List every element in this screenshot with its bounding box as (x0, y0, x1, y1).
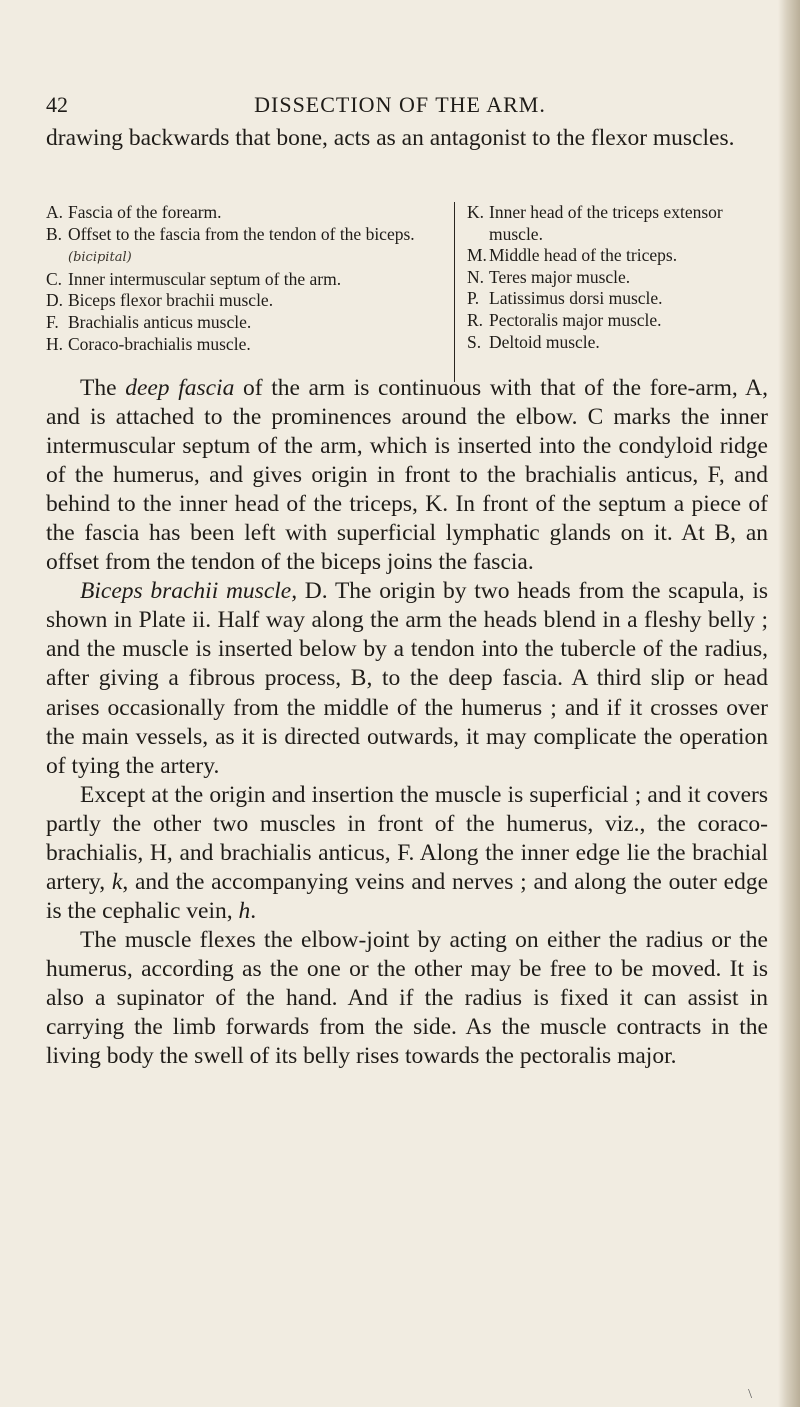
legend-text: Inner intermuscular septum of the arm. (68, 268, 342, 289)
legend-divider (454, 202, 455, 382)
corner-mark: \ (748, 1387, 752, 1402)
legend-key: A. (46, 202, 64, 222)
legend-key: R. (467, 309, 484, 330)
paragraph-text: . (250, 897, 257, 924)
legend-text: Inner head of the triceps extensor muscle. (489, 202, 723, 244)
paragraph-biceps (46, 577, 768, 780)
legend-key: P. (467, 288, 480, 309)
legend-item (46, 224, 431, 269)
italic-term: Biceps brachii muscle, (80, 578, 298, 605)
paragraph-text: , and the accompanying veins and nerves ; and along the outer edge is the cephalic vein, (46, 868, 769, 924)
legend-text: Teres major muscle. (489, 266, 631, 287)
handwritten-annotation: (bicipital) (68, 250, 132, 266)
page-header (0, 92, 800, 122)
legend-text: Offset to the fascia from the tendon of the biceps. (68, 223, 415, 244)
legend-item (467, 332, 777, 354)
legend-key: F. (46, 311, 59, 332)
running-title: DISSECTION OF THE ARM. (254, 92, 546, 117)
italic-letter: h (238, 897, 251, 924)
italic-letter: k (111, 868, 123, 895)
paragraph-text: Except at the origin and insertion the muscle is superficial ; and it covers partly the other two muscles in front of the humerus, viz., the coraco-brachialis, H, and brachialis anticus, F. Along the inner edge lie the brachial artery, (46, 781, 768, 895)
legend-text: Latissimus dorsi muscle. (489, 288, 663, 309)
body-text (46, 374, 768, 1071)
legend-key: H. (46, 333, 64, 354)
page-number: 42 (46, 92, 68, 117)
legend-key: B. (46, 223, 63, 244)
legend-text: Fascia of the forearm. (68, 202, 222, 222)
legend-item (467, 310, 777, 332)
legend-text: Pectoralis major muscle. (489, 309, 662, 330)
paragraph-text: of the arm is continuous with that of the fore-arm, A, and is attached to the prominences around the elbow. C marks the inner intermuscular septum of the arm, which is inserted into the condyloid ridge of the humerus, and gives origin in front to the brachialis anticus, F, and behind to the inner head of the triceps, K. In front of the septum a piece of the fascia has been left with superficial lymphatic glands on it. At B, an offset from the tendon of the biceps joins the fascia. (46, 375, 768, 576)
legend-item (467, 245, 777, 267)
legend-key: D. (46, 290, 64, 311)
legend-item (46, 312, 431, 334)
legend-text: Coraco-brachialis muscle. (68, 333, 251, 354)
paragraph-text: D. The origin by two heads from the scapula, is shown in Plate ii. Half way along the arm the heads blend in a fleshy belly ; and the muscle is inserted below by a tendon into the tubercle of the radius, after giving a fibrous process, B, to the deep fascia. A third slip or head arises occasionally from the middle of the humerus ; and if it crosses over the main vessels, as it is directed outwards, it may complicate the operation of tying the artery. (46, 578, 768, 779)
legend-item (467, 288, 777, 310)
paragraph-action (46, 926, 768, 1071)
legend-item (46, 290, 431, 312)
legend-key: N. (467, 266, 485, 287)
paragraph-lead: The (80, 375, 126, 401)
intro-text: drawing backwards that bone, acts as an antagonist to the flexor muscles. (46, 125, 735, 151)
figure-legend-left (46, 202, 431, 355)
legend-item (467, 202, 777, 245)
legend-key: C. (46, 268, 63, 289)
legend-key: K. (467, 202, 485, 222)
legend-text: Middle head of the triceps. (489, 245, 678, 266)
legend-item (46, 202, 431, 224)
legend-key: M. (467, 245, 487, 266)
legend-item (46, 334, 431, 356)
legend-item (46, 269, 431, 291)
paragraph-superficial (46, 781, 768, 926)
legend-item (467, 267, 777, 289)
legend-key: S. (467, 331, 482, 352)
paragraph-deep-fascia (46, 374, 768, 577)
italic-term: deep fascia (125, 375, 235, 401)
legend-text: Deltoid muscle. (489, 331, 600, 352)
page-edge-shadow (778, 0, 800, 1407)
legend-text: Brachialis anticus muscle. (68, 311, 252, 332)
figure-legend-right (467, 202, 777, 353)
paragraph-text: The muscle flexes the elbow-joint by acting on either the radius or the humerus, according as the one or the other may be free to be moved. It is also a supinator of the hand. And if the radius is fixed it can assist in carrying the limb forwards from the side. As the muscle contracts in the living body the swell of its belly rises towards the pectoralis major. (46, 926, 768, 1070)
legend-text: Biceps flexor brachii muscle. (68, 290, 274, 311)
